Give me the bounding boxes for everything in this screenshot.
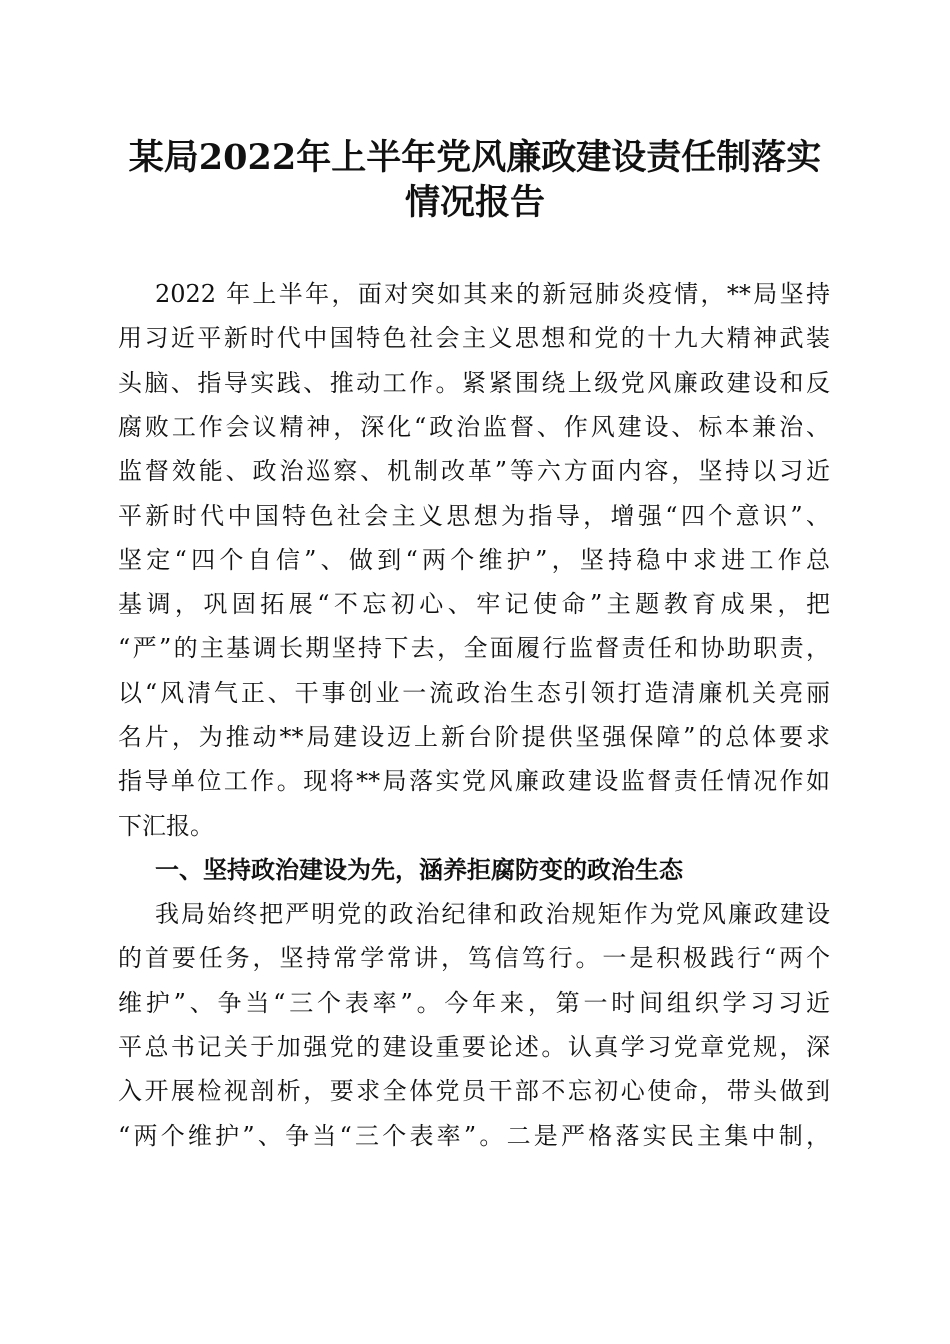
paragraph-line: 我局始终把严明党的政治纪律和政治规矩作为党风廉政建设 (155, 900, 830, 928)
paragraph-line: 用习近平新时代中国特色社会主义思想和党的十九大精神武装 (118, 324, 830, 352)
paragraph-line: “两个维护”、争当“三个表率”。二是严格落实民主集中制， (118, 1122, 830, 1150)
paragraph-line: 入开展检视剖析，要求全体党员干部不忘初心使命，带头做到 (118, 1077, 830, 1105)
paragraph-line: 2022 年上半年，面对突如其来的新冠肺炎疫情，**局坚持 (155, 280, 830, 308)
paragraph-line: 指导单位工作。现将**局落实党风廉政建设监督责任情况作如 (118, 767, 830, 795)
paragraph-line: 下汇报。 (118, 812, 214, 840)
paragraph-line: 的首要任务，坚持常学常讲，笃信笃行。一是积极践行“两个 (118, 944, 830, 972)
paragraph-line: 监督效能、政治巡察、机制改革”等六方面内容，坚持以习近 (118, 457, 830, 485)
paragraph-line: 坚定“四个自信”、做到“两个维护”，坚持稳中求进工作总 (118, 546, 830, 574)
paragraph-line: 以“风清气正、干事创业一流政治生态引领打造清廉机关亮丽 (118, 679, 830, 707)
paragraph-line: 头脑、指导实践、推动工作。紧紧围绕上级党风廉政建设和反 (118, 369, 830, 397)
paragraph-line: 维护”、争当“三个表率”。今年来，第一时间组织学习习近 (118, 989, 830, 1017)
paragraph-line: 基调，巩固拓展“不忘初心、牢记使命”主题教育成果，把 (118, 590, 830, 618)
paragraph-line: 腐败工作会议精神，深化“政治监督、作风建设、标本兼治、 (118, 413, 830, 441)
paragraph-line: 名片，为推动**局建设迈上新台阶提供坚强保障”的总体要求 (118, 723, 830, 751)
paragraph-line: “严”的主基调长期坚持下去，全面履行监督责任和协助职责， (118, 634, 830, 662)
paragraph-line: 平新时代中国特色社会主义思想为指导，增强“四个意识”、 (118, 502, 830, 530)
document-title-line-2: 情况报告 (404, 182, 545, 223)
document-title-line-1: 某局2022年上半年党风廉政建设责任制落实 (128, 137, 822, 178)
section-heading: 一、坚持政治建设为先，涵养拒腐防变的政治生态 (155, 855, 683, 884)
paragraph-line: 平总书记关于加强党的建设重要论述。认真学习党章党规，深 (118, 1033, 830, 1061)
